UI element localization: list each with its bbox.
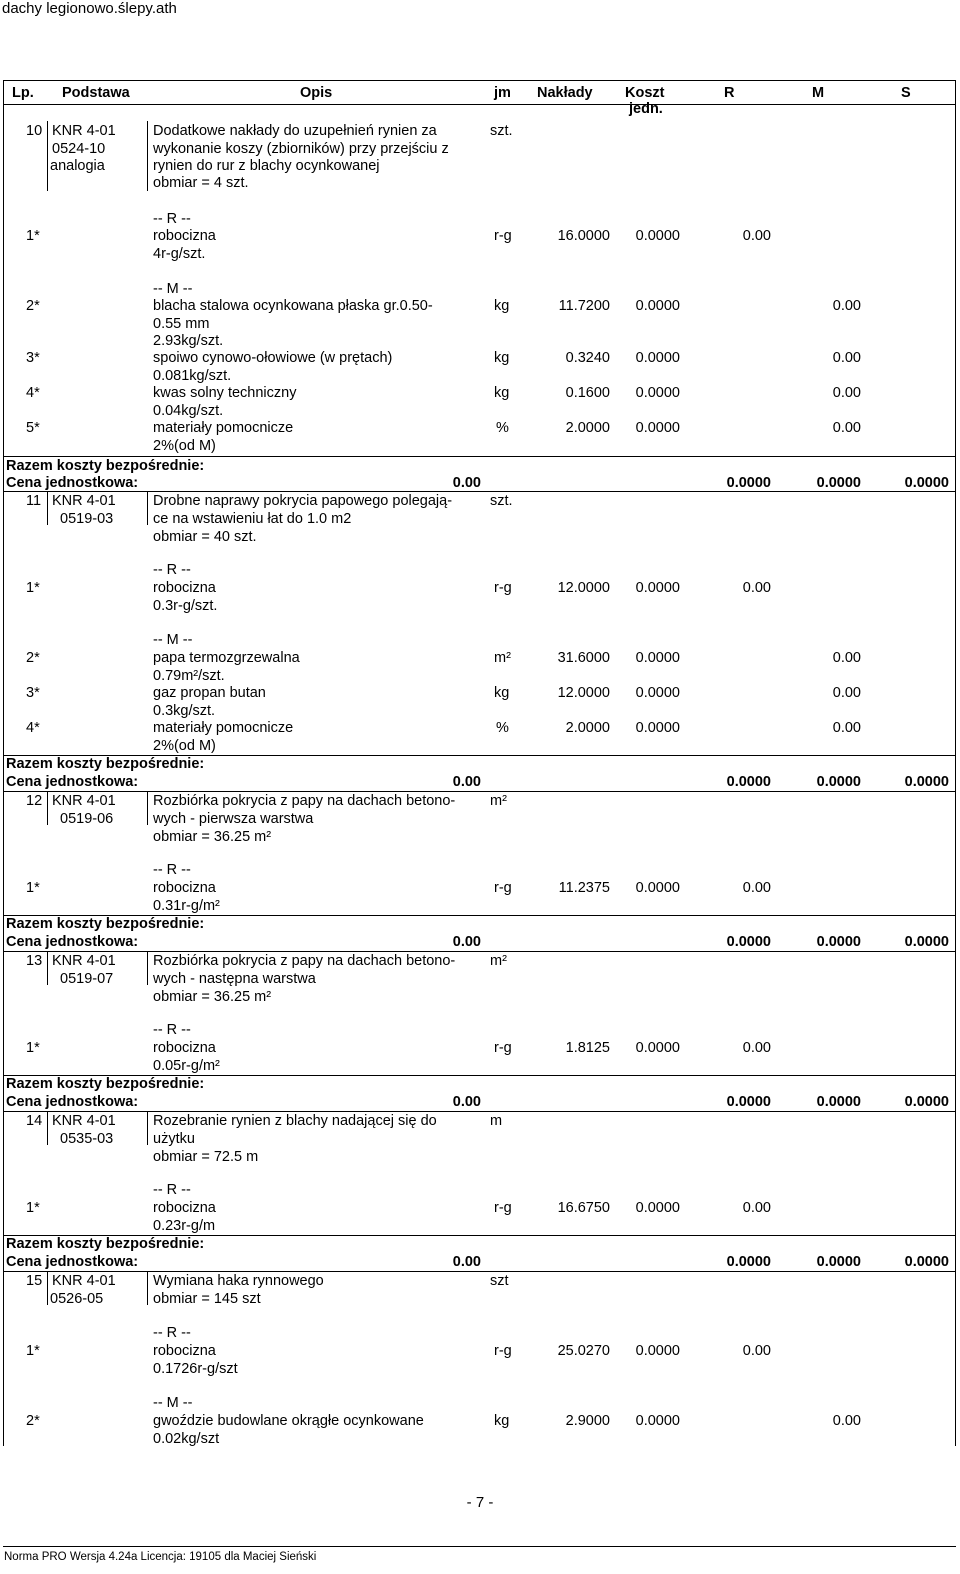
- resource-cost: 0.00: [742, 1040, 771, 1056]
- unit-price-value: 0.00: [452, 475, 481, 491]
- summary-m: 0.0000: [816, 1094, 861, 1110]
- resource-cost: 0.00: [832, 385, 861, 401]
- position-basis: 0519-03: [60, 511, 114, 527]
- resource-name: robocizna: [153, 228, 216, 244]
- position-basis: KNR 4-01: [52, 793, 116, 809]
- resource-group: -- R --: [153, 1022, 191, 1038]
- resource-unit: r-g: [494, 580, 512, 596]
- resource-name: materiały pomocnicze: [153, 420, 294, 436]
- resource-name: materiały pomocnicze: [153, 720, 294, 736]
- resource-lp: 2*: [26, 298, 40, 314]
- resource-lp: 1*: [26, 880, 40, 896]
- position-basis: 0519-07: [60, 971, 114, 987]
- position-description: Rozebranie rynien z blachy nadającej się do: [153, 1113, 437, 1129]
- resource-quantity: 25.0270: [557, 1343, 610, 1359]
- resource-quantity: 2.0000: [565, 720, 610, 736]
- direct-costs-label: Razem koszty bezpośrednie:: [6, 458, 205, 474]
- resource-name: blacha stalowa ocynkowana płaska gr.0.50-: [153, 298, 433, 314]
- position-quantity: obmiar = 40 szt.: [153, 529, 257, 545]
- resource-unit-price: 0.0000: [635, 350, 680, 366]
- resource-lp: 1*: [26, 228, 40, 244]
- summary-m: 0.0000: [816, 475, 861, 491]
- position-unit: m²: [490, 953, 507, 969]
- unit-price-label: Cena jednostkowa:: [6, 1254, 139, 1270]
- resource-quantity: 0.3240: [565, 350, 610, 366]
- position-basis: 0524-10: [52, 141, 106, 157]
- resource-unit-price: 0.0000: [635, 1413, 680, 1429]
- position-basis: 0535-03: [60, 1131, 114, 1147]
- resource-unit-price: 0.0000: [635, 1343, 680, 1359]
- unit-price-label: Cena jednostkowa:: [6, 1094, 139, 1110]
- resource-cost: 0.00: [832, 1413, 861, 1429]
- resource-unit: %: [496, 420, 509, 436]
- resource-quantity: 16.6750: [557, 1200, 610, 1216]
- resource-unit: r-g: [494, 228, 512, 244]
- position-lp: 11: [26, 493, 42, 509]
- position-description: wych - pierwsza warstwa: [153, 811, 314, 827]
- position-description: ce na wstawieniu łat do 1.0 m2: [153, 511, 352, 527]
- position-unit: szt.: [490, 123, 513, 139]
- resource-quantity: 12.0000: [557, 685, 610, 701]
- header-jm: jm: [494, 85, 511, 101]
- header-r: R: [724, 85, 735, 101]
- position-basis: KNR 4-01: [52, 953, 116, 969]
- resource-norm: 0.31r-g/m²: [153, 898, 220, 914]
- resource-norm: 2.93kg/szt.: [153, 333, 224, 349]
- resource-cost: 0.00: [832, 420, 861, 436]
- footer-divider: [3, 1546, 956, 1547]
- resource-group: -- R --: [153, 211, 191, 227]
- table-header-border: [3, 104, 956, 105]
- resource-norm: 4r-g/szt.: [153, 246, 206, 262]
- summary-s: 0.0000: [904, 1254, 949, 1270]
- resource-cost: 0.00: [742, 880, 771, 896]
- direct-costs-label: Razem koszty bezpośrednie:: [6, 756, 205, 772]
- position-unit: m: [490, 1113, 503, 1129]
- resource-norm: 0.79m²/szt.: [153, 668, 225, 684]
- resource-norm: 0.05r-g/m²: [153, 1058, 220, 1074]
- header-naklady: Nakłady: [537, 85, 593, 101]
- position-description: Rozbiórka pokrycia z papy na dachach betono-: [153, 793, 456, 809]
- resource-group: -- M --: [153, 281, 193, 297]
- position-unit: szt.: [490, 493, 513, 509]
- resource-unit: r-g: [494, 1040, 512, 1056]
- resource-cost: 0.00: [832, 720, 861, 736]
- summary-m: 0.0000: [816, 1254, 861, 1270]
- table-top-border: [3, 80, 956, 81]
- resource-group: -- R --: [153, 1182, 191, 1198]
- resource-name: robocizna: [153, 1343, 216, 1359]
- position-basis: KNR 4-01: [52, 1113, 116, 1129]
- position-description: wykonanie koszy (zbiorników) przy przejściu z: [153, 141, 449, 157]
- resource-norm: 0.23r-g/m: [153, 1218, 216, 1234]
- position-unit: m²: [490, 793, 507, 809]
- direct-costs-label: Razem koszty bezpośrednie:: [6, 916, 205, 932]
- position-lp: 13: [26, 953, 43, 969]
- summary-r: 0.0000: [726, 1254, 771, 1270]
- resource-norm: 0.02kg/szt: [153, 1431, 220, 1447]
- resource-unit: r-g: [494, 880, 512, 896]
- resource-quantity: 2.9000: [565, 1413, 610, 1429]
- position-description: Drobne naprawy pokrycia papowego polegają-: [153, 493, 453, 509]
- position-basis: 0519-06: [60, 811, 114, 827]
- summary-r: 0.0000: [726, 934, 771, 950]
- resource-cost: 0.00: [832, 650, 861, 666]
- resource-name: papa termozgrzewalna: [153, 650, 300, 666]
- page-number: - 7 -: [466, 1494, 494, 1511]
- summary-m: 0.0000: [816, 774, 861, 790]
- resource-quantity: 12.0000: [557, 580, 610, 596]
- position-quantity: obmiar = 72.5 m: [153, 1149, 259, 1165]
- resource-unit: kg: [494, 350, 510, 366]
- position-quantity: obmiar = 36.25 m²: [153, 989, 272, 1005]
- position-lp: 12: [26, 793, 43, 809]
- resource-cost: 0.00: [832, 685, 861, 701]
- resource-lp: 1*: [26, 580, 40, 596]
- resource-lp: 2*: [26, 650, 40, 666]
- header-opis: Opis: [300, 85, 333, 101]
- resource-name: kwas solny techniczny: [153, 385, 297, 401]
- resource-quantity: 1.8125: [565, 1040, 610, 1056]
- resource-unit: %: [496, 720, 509, 736]
- resource-cost: 0.00: [832, 350, 861, 366]
- resource-cost: 0.00: [742, 580, 771, 596]
- position-basis: KNR 4-01: [52, 493, 116, 509]
- resource-unit: kg: [494, 298, 510, 314]
- position-basis: 0526-05: [50, 1291, 104, 1307]
- position-basis: KNR 4-01: [52, 123, 116, 139]
- resource-unit-price: 0.0000: [635, 298, 680, 314]
- unit-price-value: 0.00: [452, 774, 481, 790]
- summary-m: 0.0000: [816, 934, 861, 950]
- summary-s: 0.0000: [904, 774, 949, 790]
- position-basis: analogia: [50, 158, 105, 174]
- resource-unit-price: 0.0000: [635, 580, 680, 596]
- position-description: Rozbiórka pokrycia z papy na dachach betono-: [153, 953, 456, 969]
- resource-name: robocizna: [153, 580, 216, 596]
- resource-name: robocizna: [153, 1200, 216, 1216]
- resource-lp: 4*: [26, 385, 40, 401]
- position-description: Dodatkowe nakłady do uzupełnień rynien za: [153, 123, 437, 139]
- resource-lp: 1*: [26, 1040, 40, 1056]
- position-lp: 14: [26, 1113, 43, 1129]
- position-quantity: obmiar = 145 szt: [153, 1291, 261, 1307]
- position-unit: szt: [490, 1273, 509, 1289]
- position-lp: 10: [26, 123, 43, 139]
- header-podstawa: Podstawa: [62, 85, 130, 101]
- unit-price-label: Cena jednostkowa:: [6, 774, 139, 790]
- resource-name: robocizna: [153, 880, 216, 896]
- resource-norm: 0.3kg/szt.: [153, 703, 216, 719]
- resource-quantity: 31.6000: [557, 650, 610, 666]
- position-quantity: obmiar = 4 szt.: [153, 175, 249, 191]
- resource-lp: 5*: [26, 420, 40, 436]
- resource-unit: m²: [494, 650, 511, 666]
- resource-group: -- R --: [153, 862, 191, 878]
- resource-lp: 3*: [26, 350, 40, 366]
- resource-cost: 0.00: [742, 228, 771, 244]
- resource-unit-price: 0.0000: [635, 1200, 680, 1216]
- resource-norm: 0.1726r-g/szt: [153, 1361, 238, 1377]
- resource-name: gaz propan butan: [153, 685, 266, 701]
- document-title: dachy legionowo.ślepy.ath: [2, 0, 177, 17]
- direct-costs-label: Razem koszty bezpośrednie:: [6, 1236, 205, 1252]
- position-description: rynien do rur z blachy ocynkowanej: [153, 158, 380, 174]
- position-description: wych - następna warstwa: [153, 971, 316, 987]
- resource-unit-price: 0.0000: [635, 880, 680, 896]
- resource-group: -- M --: [153, 1395, 193, 1411]
- resource-cost: 0.00: [742, 1343, 771, 1359]
- resource-quantity: 11.2375: [558, 880, 610, 896]
- resource-norm: 0.04kg/szt.: [153, 403, 224, 419]
- resource-quantity: 2.0000: [565, 420, 610, 436]
- resource-unit-price: 0.0000: [635, 420, 680, 436]
- resource-group: -- R --: [153, 562, 191, 578]
- unit-price-value: 0.00: [452, 1254, 481, 1270]
- summary-s: 0.0000: [904, 475, 949, 491]
- resource-name: 0.55 mm: [153, 316, 210, 332]
- resource-unit: kg: [494, 1413, 510, 1429]
- position-basis: KNR 4-01: [52, 1273, 116, 1289]
- resource-name: gwoździe budowlane okrągłe ocynkowane: [153, 1413, 424, 1429]
- summary-r: 0.0000: [726, 475, 771, 491]
- resource-norm: 0.081kg/szt.: [153, 368, 232, 384]
- resource-quantity: 11.7200: [558, 298, 610, 314]
- summary-r: 0.0000: [726, 1094, 771, 1110]
- unit-price-label: Cena jednostkowa:: [6, 934, 139, 950]
- header-m: M: [812, 85, 825, 101]
- software-license: Norma PRO Wersja 4.24a Licencja: 19105 dla Maciej Sieński: [4, 1551, 317, 1563]
- resource-unit: r-g: [494, 1200, 512, 1216]
- unit-price-value: 0.00: [452, 1094, 481, 1110]
- resource-unit: kg: [494, 685, 510, 701]
- position-quantity: obmiar = 36.25 m²: [153, 829, 272, 845]
- resource-quantity: 16.0000: [557, 228, 610, 244]
- resource-unit-price: 0.0000: [635, 1040, 680, 1056]
- resource-unit-price: 0.0000: [635, 720, 680, 736]
- resource-unit-price: 0.0000: [635, 228, 680, 244]
- header-lp: Lp.: [12, 85, 34, 101]
- resource-unit: r-g: [494, 1343, 512, 1359]
- summary-s: 0.0000: [904, 934, 949, 950]
- unit-price-label: Cena jednostkowa:: [6, 475, 139, 491]
- unit-price-value: 0.00: [452, 934, 481, 950]
- resource-cost: 0.00: [832, 298, 861, 314]
- position-description: Wymiana haka rynnowego: [153, 1273, 324, 1289]
- resource-cost: 0.00: [742, 1200, 771, 1216]
- resource-norm: 0.3r-g/szt.: [153, 598, 218, 614]
- header-s: S: [901, 85, 911, 101]
- resource-unit-price: 0.0000: [635, 385, 680, 401]
- resource-name: robocizna: [153, 1040, 216, 1056]
- resource-lp: 2*: [26, 1413, 40, 1429]
- position-lp: 15: [26, 1273, 43, 1289]
- summary-r: 0.0000: [726, 774, 771, 790]
- header-koszt-jedn: jedn.: [629, 101, 663, 117]
- summary-s: 0.0000: [904, 1094, 949, 1110]
- resource-unit: kg: [494, 385, 510, 401]
- resource-lp: 1*: [26, 1343, 40, 1359]
- resource-norm: 2%(od M): [153, 438, 216, 454]
- header-koszt: Koszt: [625, 85, 665, 101]
- direct-costs-label: Razem koszty bezpośrednie:: [6, 1076, 205, 1092]
- resource-lp: 1*: [26, 1200, 40, 1216]
- resource-quantity: 0.1600: [565, 385, 610, 401]
- resource-unit-price: 0.0000: [635, 650, 680, 666]
- resource-group: -- M --: [153, 632, 193, 648]
- resource-group: -- R --: [153, 1325, 191, 1341]
- resource-lp: 3*: [26, 685, 40, 701]
- resource-lp: 4*: [26, 720, 40, 736]
- resource-norm: 2%(od M): [153, 738, 216, 754]
- resource-unit-price: 0.0000: [635, 685, 680, 701]
- resource-name: spoiwo cynowo-ołowiowe (w prętach): [153, 350, 393, 366]
- position-description: użytku: [153, 1131, 195, 1147]
